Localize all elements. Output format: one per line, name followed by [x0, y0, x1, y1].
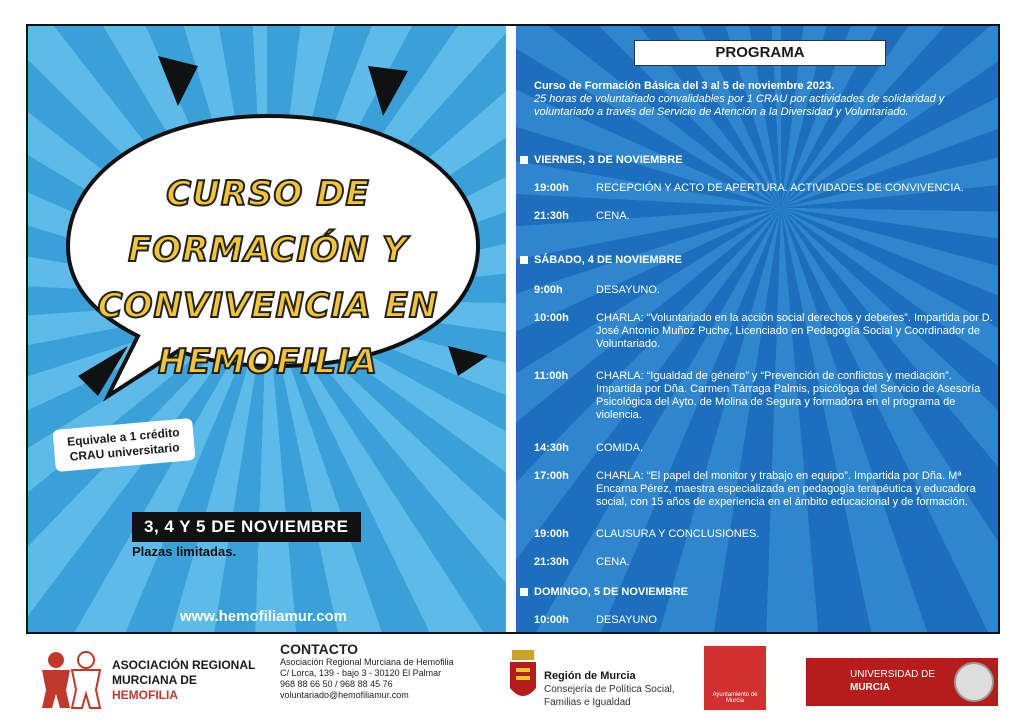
universidad-logo: UNIVERSIDAD DE MURCIA [806, 658, 998, 706]
day-heading: SÁBADO, 4 DE NOVIEMBRE [520, 254, 682, 266]
contact-title: CONTACTO [280, 641, 359, 657]
website-link[interactable]: www.hemofiliamur.com [180, 608, 347, 625]
program-intro [534, 80, 994, 119]
region-murcia-crest-icon [506, 648, 540, 708]
region-murcia-text: Región de Murcia Consejería de Política Social, Familias e Igualdad [544, 670, 675, 708]
credit-badge: Equivale a 1 crédito CRAU universitario [52, 418, 195, 472]
schedule-row: 9:00h DESAYUNO. [534, 284, 660, 296]
schedule-row: 11:00h CHARLA: “Igualdad de género” y “Prevención de conflictos y mediación”. Impartida por Dña. Carmen Tárraga Palmis, psicóloga del Servicio de Asesoría Psicológica del Ayto. de Molina de Segura y formadora en el programa de violencia. [534, 370, 981, 421]
schedule-row: 21:30h CENA. [534, 556, 630, 568]
bullet-square-icon [520, 256, 528, 264]
course-title: CURSO DE FORMACIÓN Y CONVIVENCIA EN HEMOFILIA [97, 174, 439, 382]
schedule-row: 10:00h DESAYUNO [534, 614, 657, 626]
left-panel [28, 26, 506, 632]
arm-name: ASOCIACIÓN REGIONAL MURCIANA DE HEMOFILIA [112, 658, 256, 702]
day-heading: VIERNES, 3 DE NOVIEMBRE [520, 154, 683, 166]
dates-banner: 3, 4 Y 5 DE NOVIEMBRE [132, 512, 361, 542]
limited-places-text: Plazas limitadas. [132, 544, 237, 559]
day-heading: DOMINGO, 5 DE NOVIEMBRE [520, 586, 688, 598]
ayuntamiento-logo: Ayuntamiento de Murcia [704, 646, 766, 710]
intro-italic: 25 horas de voluntariado convalidables por 1 CRAU por actividades de solidaridad y voluntariado a través del Servicio de Atención a la Diversidad y Voluntariado. [534, 93, 945, 118]
schedule-row: 10:00h CHARLA: “Voluntariado en la acción social derechos y deberes”. Impartida por D. José Antonio Muñoz Puche, Licenciado en Pedagogía Social y Coordinador de Voluntariado. [534, 312, 993, 350]
university-seal-icon [954, 662, 994, 702]
contact-block: CONTACTO Asociación Regional Murciana de Hemofilia C/ Lorca, 139 - bajo 3 - 30120 El Palmar 968 88 66 50 / 968 88 45 76 voluntariado@hemofiliamur.com [280, 641, 454, 700]
schedule-row: 21:30h CENA. [534, 210, 630, 222]
divider [506, 26, 516, 632]
schedule-row: 19:00h CLAUSURA Y CONCLUSIONES. [534, 528, 760, 540]
intro-bold: Curso de Formación Básica del 3 al 5 de noviembre 2023. [534, 80, 835, 92]
arm-people-logo-icon [36, 650, 108, 710]
program-heading: PROGRAMA [634, 40, 886, 66]
schedule-row: 17:00h CHARLA: “El papel del monitor y trabajo en equipo”. Impartida por Dña. Mª Encarna Pérez, maestra especializada en pedagogía terapéutica y educadora social, con 15 años de experiencia en el ámbito educacional y de formación. [534, 470, 976, 508]
poster [26, 24, 1000, 634]
schedule-row: 14:30h COMIDA. [534, 442, 644, 454]
bullet-square-icon [520, 156, 528, 164]
bullet-square-icon [520, 588, 528, 596]
schedule-row: 19:00h RECEPCIÓN Y ACTO DE APERTURA. ACTIVIDADES DE CONVIVENCIA. [534, 182, 964, 194]
